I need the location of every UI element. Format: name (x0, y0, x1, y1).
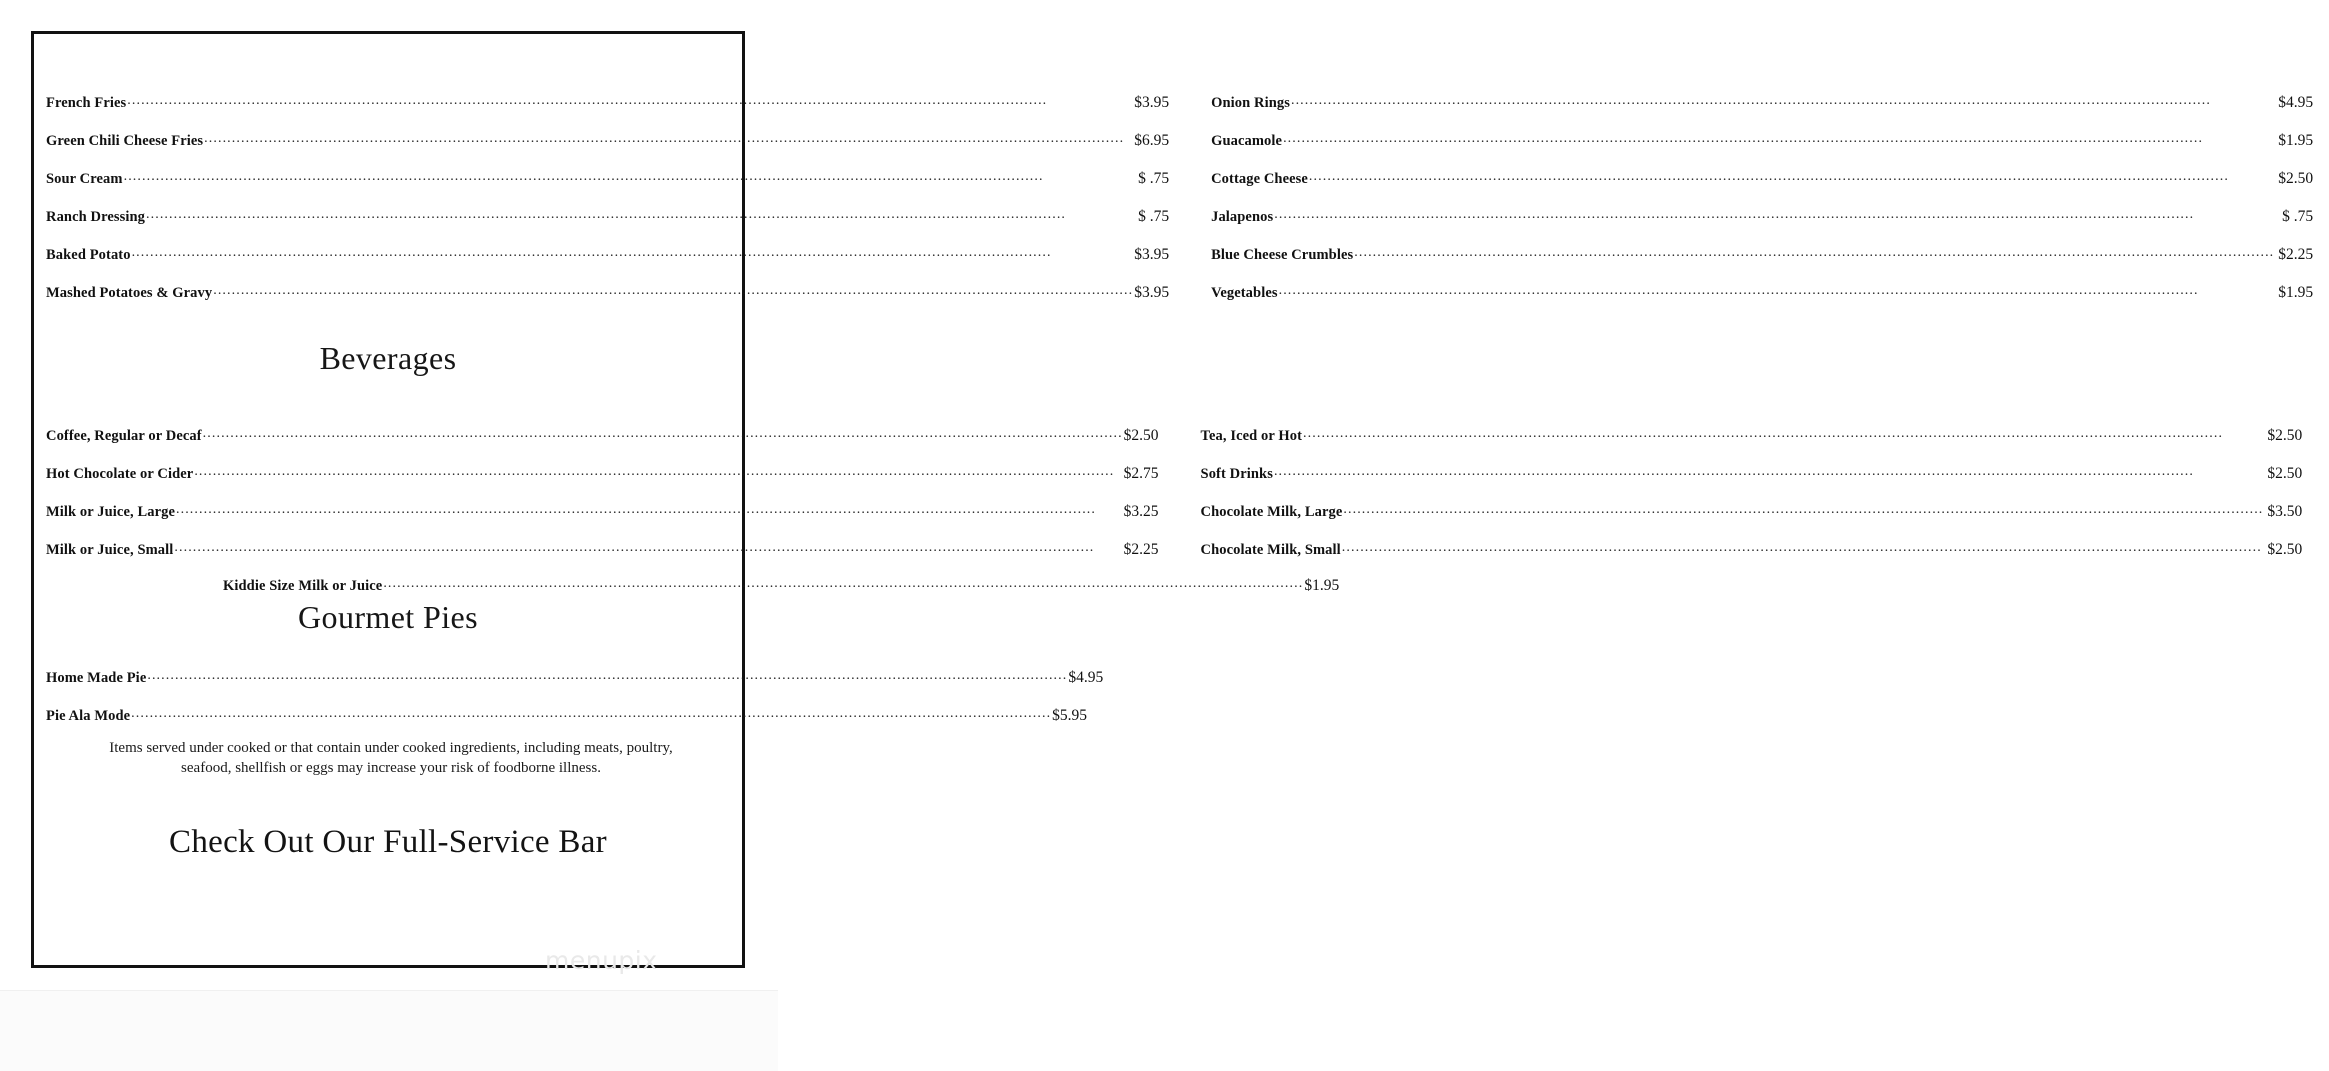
item-price: $2.75 (1123, 464, 1159, 482)
menu-row[interactable] (1201, 483, 2303, 521)
disclaimer-line-2: seafood, shellfish or eggs may increase your risk of foodborne illness. (181, 760, 601, 776)
dot-leader (1283, 132, 2274, 150)
item-price: $2.50 (2267, 464, 2303, 482)
item-price: $2.50 (2278, 169, 2314, 187)
item-price: $1.95 (2278, 283, 2314, 301)
item-name: Onion Rings (1211, 94, 1290, 111)
dot-leader (213, 284, 1133, 302)
pies-section (46, 649, 1104, 725)
kiddie-row-wrapper (34, 557, 1340, 595)
dot-leader (1354, 246, 2274, 264)
menu-row[interactable] (1201, 407, 2303, 445)
menu-row[interactable] (1201, 445, 2303, 483)
item-price: $ .75 (1138, 169, 1170, 187)
item-name: Kiddie Size Milk or Juice (223, 577, 383, 594)
item-name: Blue Cheese Crumbles (1211, 246, 1354, 263)
menu-row[interactable] (223, 557, 1340, 595)
menu-row[interactable] (46, 649, 1104, 687)
item-name: Milk or Juice, Small (46, 541, 174, 558)
item-name: Mashed Potatoes & Gravy (46, 284, 213, 301)
menu-row[interactable] (46, 112, 1169, 150)
item-name: Pie Ala Mode (46, 707, 131, 724)
dot-leader (1303, 427, 2263, 445)
sides-section (34, 74, 2314, 302)
item-price: $3.50 (2267, 502, 2303, 520)
menu-page-frame (31, 31, 2314, 968)
menu-row[interactable] (46, 521, 1159, 559)
dot-leader (204, 132, 1133, 150)
full-service-bar-banner: Check Out Our Full-Service Bar (169, 824, 607, 860)
beverages-right-column (1177, 407, 2319, 559)
item-name: Sour Cream (46, 170, 123, 187)
sides-right-column (1187, 74, 2329, 302)
pies-heading: Gourmet Pies (298, 599, 478, 635)
item-name: Baked Potato (46, 246, 131, 263)
item-name: Coffee, Regular or Decaf (46, 427, 202, 444)
dot-leader (124, 170, 1138, 188)
item-name: French Fries (46, 94, 127, 111)
dot-leader (194, 465, 1122, 483)
page-bottom-edge (0, 990, 778, 1071)
item-price: $ .75 (1138, 207, 1170, 225)
item-price: $1.95 (2278, 131, 2314, 149)
menu-row[interactable] (1211, 188, 2313, 226)
menu-row[interactable] (46, 483, 1159, 521)
dot-leader (146, 208, 1137, 226)
dot-leader (127, 94, 1133, 112)
item-name: Green Chili Cheese Fries (46, 132, 204, 149)
menu-row[interactable] (46, 407, 1159, 445)
item-name: Tea, Iced or Hot (1200, 427, 1303, 444)
item-price: $5.95 (1052, 706, 1088, 724)
item-price: $3.25 (1123, 502, 1159, 520)
menu-content (34, 34, 2314, 965)
dot-leader (1309, 170, 2274, 188)
menupix-watermark: menupix (545, 946, 658, 975)
item-price: $4.95 (1068, 668, 1104, 686)
menu-row[interactable] (46, 150, 1169, 188)
dot-leader (383, 577, 1303, 595)
item-price: $ .75 (2282, 207, 2314, 225)
menu-row[interactable] (1211, 264, 2313, 302)
menu-row[interactable] (46, 687, 1088, 725)
menu-row[interactable] (1211, 150, 2313, 188)
beverages-heading: Beverages (319, 340, 457, 376)
item-name: Vegetables (1211, 284, 1278, 301)
dot-leader (147, 669, 1067, 687)
item-price: $2.50 (2267, 540, 2303, 558)
menu-row[interactable] (1211, 74, 2313, 112)
dot-leader (131, 707, 1051, 725)
menu-row[interactable] (1211, 226, 2313, 264)
dot-leader (1342, 541, 2264, 559)
disclaimer-line-1: Items served under cooked or that contain under cooked ingredients, including meats, poultry, (109, 740, 673, 756)
item-price: $4.95 (2278, 93, 2314, 111)
dot-leader (1291, 94, 2274, 112)
item-name: Cottage Cheese (1211, 170, 1308, 187)
beverages-section (34, 407, 2303, 559)
menu-row[interactable] (46, 74, 1169, 112)
menu-row[interactable] (46, 264, 1169, 302)
dot-leader (1343, 503, 2263, 521)
item-name: Hot Chocolate or Cider (46, 465, 194, 482)
dot-leader (1274, 465, 2263, 483)
item-price: $2.25 (2278, 245, 2314, 263)
menu-row[interactable] (46, 226, 1169, 264)
item-name: Ranch Dressing (46, 208, 146, 225)
item-name: Soft Drinks (1200, 465, 1273, 482)
dot-leader (176, 503, 1123, 521)
menu-row[interactable] (46, 188, 1169, 226)
foodborne-illness-disclaimer (56, 738, 726, 778)
item-price: $6.95 (1134, 131, 1170, 149)
item-price: $2.50 (2267, 426, 2303, 444)
dot-leader (203, 427, 1123, 445)
menu-row[interactable] (1201, 521, 2303, 559)
menu-row[interactable] (46, 445, 1159, 483)
item-price: $3.95 (1134, 283, 1170, 301)
item-price: $2.50 (1123, 426, 1159, 444)
item-price: $1.95 (1304, 576, 1340, 594)
beverages-left-column (34, 407, 1177, 559)
dot-leader (1274, 208, 2278, 226)
dot-leader (1279, 284, 2275, 302)
item-name: Home Made Pie (46, 669, 147, 686)
item-name: Jalapenos (1211, 208, 1274, 225)
menu-row[interactable] (1211, 112, 2313, 150)
sides-left-column (34, 74, 1187, 302)
item-price: $3.95 (1134, 245, 1170, 263)
item-name: Guacamole (1211, 132, 1283, 149)
item-name: Milk or Juice, Large (46, 503, 175, 520)
item-price: $3.95 (1134, 93, 1170, 111)
item-name: Chocolate Milk, Small (1200, 541, 1341, 558)
item-price: $2.25 (1123, 540, 1159, 558)
dot-leader (132, 246, 1134, 264)
item-name: Chocolate Milk, Large (1200, 503, 1343, 520)
